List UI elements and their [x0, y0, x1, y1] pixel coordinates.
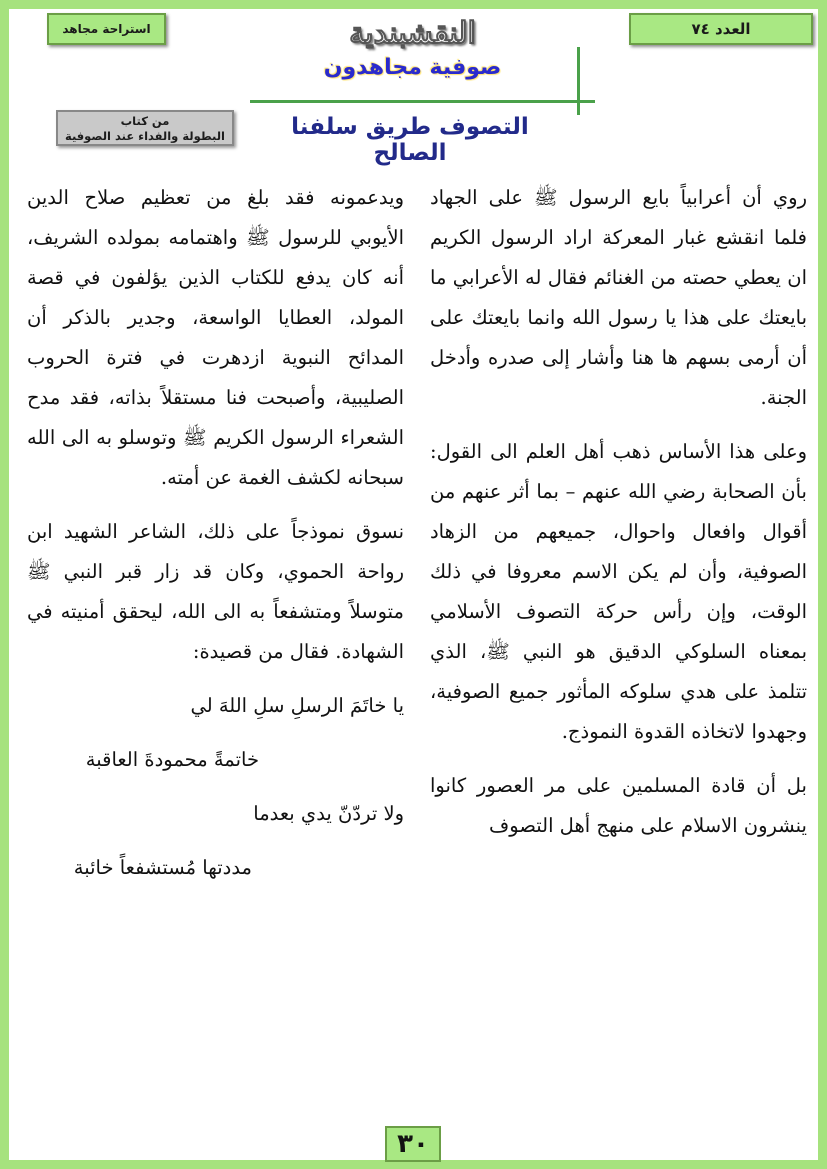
logo-horizontal-rule [250, 100, 595, 103]
source-book-title: البطولة والفداء عند الصوفية [64, 129, 225, 143]
poem-verse: مددتها مُستشفعاً خائبة [73, 856, 252, 879]
magazine-logo-title: النقشبندية [349, 16, 476, 51]
article-headline: التصوف طريق سلفنا الصالح [291, 114, 529, 166]
article-column-right [430, 178, 807, 1128]
paragraph: بل أن قادة المسلمين على مر العصور كانوا ينشرون الاسلام على منهج أهل التصوف [430, 774, 807, 837]
poem-verse: ولا تردّنّ يدي بعدما [253, 802, 404, 825]
section-badge: استراحة مجاهد [47, 13, 166, 45]
paragraph: ويدعمونه فقد بلغ من تعظيم صلاح الدين الأيوبي للرسول ﷺ واهتمامه بمولده الشريف، أنه كان يدفع للكتاب الذين يؤلفون في قصة المولد، العطايا الواسعة، وجدير بالذكر أن المدائح النبوية ازدهرت في فترة الحروب الصليبية، وأصبحت فنا مستقلاً بذاته، فقد مدح الشعراء الرسول الكريم ﷺ وتوسلو به الى الله سبحانه لكشف الغمة عن أمته. [27, 186, 404, 489]
paragraph: وعلى هذا الأساس ذهب أهل العلم الى القول: بأن الصحابة رضي الله عنهم – بما أثر عنهم من أقوال وافعال واحوال، جميعهم من الزهاد الصوفية، وأن لم يكن الاسم معروفا في ذلك الوقت، وإن رأس حركة التصوف الأسلامي بمعناه السلوكي الدقيق هو النبي ﷺ، الذي تتلمذ على هدي سلوكه المأثور جميع الصوفية، وجهدوا لاتخاذه القدوة النموذج. [430, 440, 807, 743]
article-column-left [27, 178, 404, 1128]
paragraph: نسوق نموذجاً على ذلك، الشاعر الشهيد ابن رواحة الحموي، وكان قد زار قبر النبي ﷺ متوسلاً ومتشفعاً به الى الله، ليحقق أمنيته في الشهادة. فقال من قصيدة: [27, 520, 404, 663]
source-book-box [56, 110, 234, 146]
poem-verse: خاتمةً محمودةَ العاقبة [85, 748, 259, 771]
issue-number-badge: العدد ٧٤ [629, 13, 813, 45]
page-number: ٣٠ [385, 1126, 441, 1162]
magazine-logo-subtitle: صوفية مجاهدون [323, 55, 502, 80]
poem-verse: يا خاتَمَ الرسلِ سلِ اللهَ لي [190, 694, 404, 717]
paragraph: روي أن أعرابياً بايع الرسول ﷺ على الجهاد فلما انقشع غبار المعركة اراد الرسول الكريم ان يعطي حصته من الغنائم فقال له الأعرابي ما بايعتك على هذا يا رسول الله وانما بايعتك على أن أرمى بسهم ها هنا وأشار إلى صدره وأدخل الجنة. [430, 186, 807, 409]
source-label: من كتاب [120, 114, 170, 128]
logo-vertical-rule [577, 47, 580, 115]
